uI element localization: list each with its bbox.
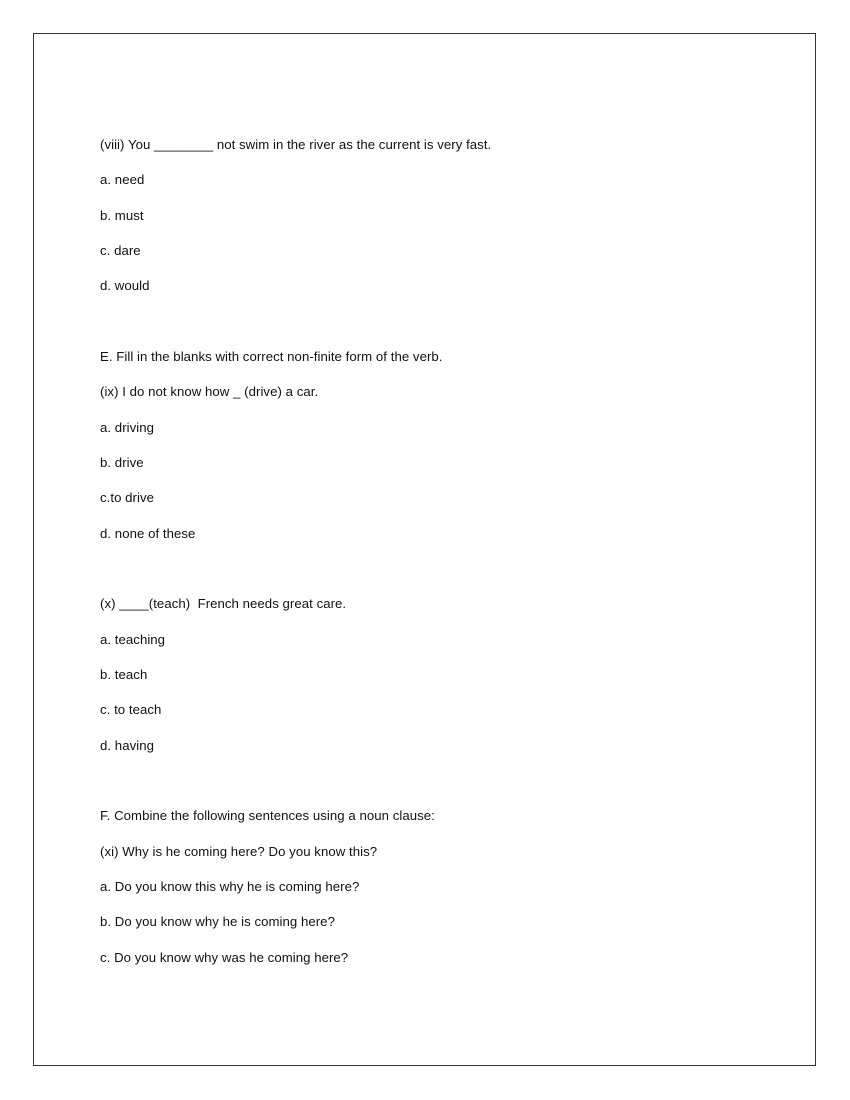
option-ix-c: c.to drive — [100, 490, 155, 505]
section-e-heading: E. Fill in the blanks with correct non-finite form of the verb. — [100, 349, 443, 364]
question-viii: (viii) You ________ not swim in the river as the current is very fast. — [100, 137, 492, 152]
question-xi: (xi) Why is he coming here? Do you know this? — [100, 844, 378, 859]
page-border — [33, 33, 816, 1066]
option-x-a: a. teaching — [100, 632, 166, 647]
question-ix: (ix) I do not know how _ (drive) a car. — [100, 384, 319, 399]
section-f-heading: F. Combine the following sentences using a noun clause: — [100, 808, 435, 823]
option-viii-c: c. dare — [100, 243, 141, 258]
option-xi-b: b. Do you know why he is coming here? — [100, 914, 335, 929]
option-viii-d: d. would — [100, 278, 150, 293]
option-x-d: d. having — [100, 738, 154, 753]
option-viii-a: a. need — [100, 172, 145, 187]
option-ix-b: b. drive — [100, 455, 144, 470]
option-ix-a: a. driving — [100, 420, 155, 435]
option-xi-a: a. Do you know this why he is coming here? — [100, 879, 360, 894]
question-x: (x) ____(teach) French needs great care. — [100, 596, 347, 611]
option-x-c: c. to teach — [100, 702, 162, 717]
option-xi-c: c. Do you know why was he coming here? — [100, 950, 349, 965]
option-x-b: b. teach — [100, 667, 148, 682]
option-ix-d: d. none of these — [100, 526, 196, 541]
option-viii-b: b. must — [100, 208, 144, 223]
